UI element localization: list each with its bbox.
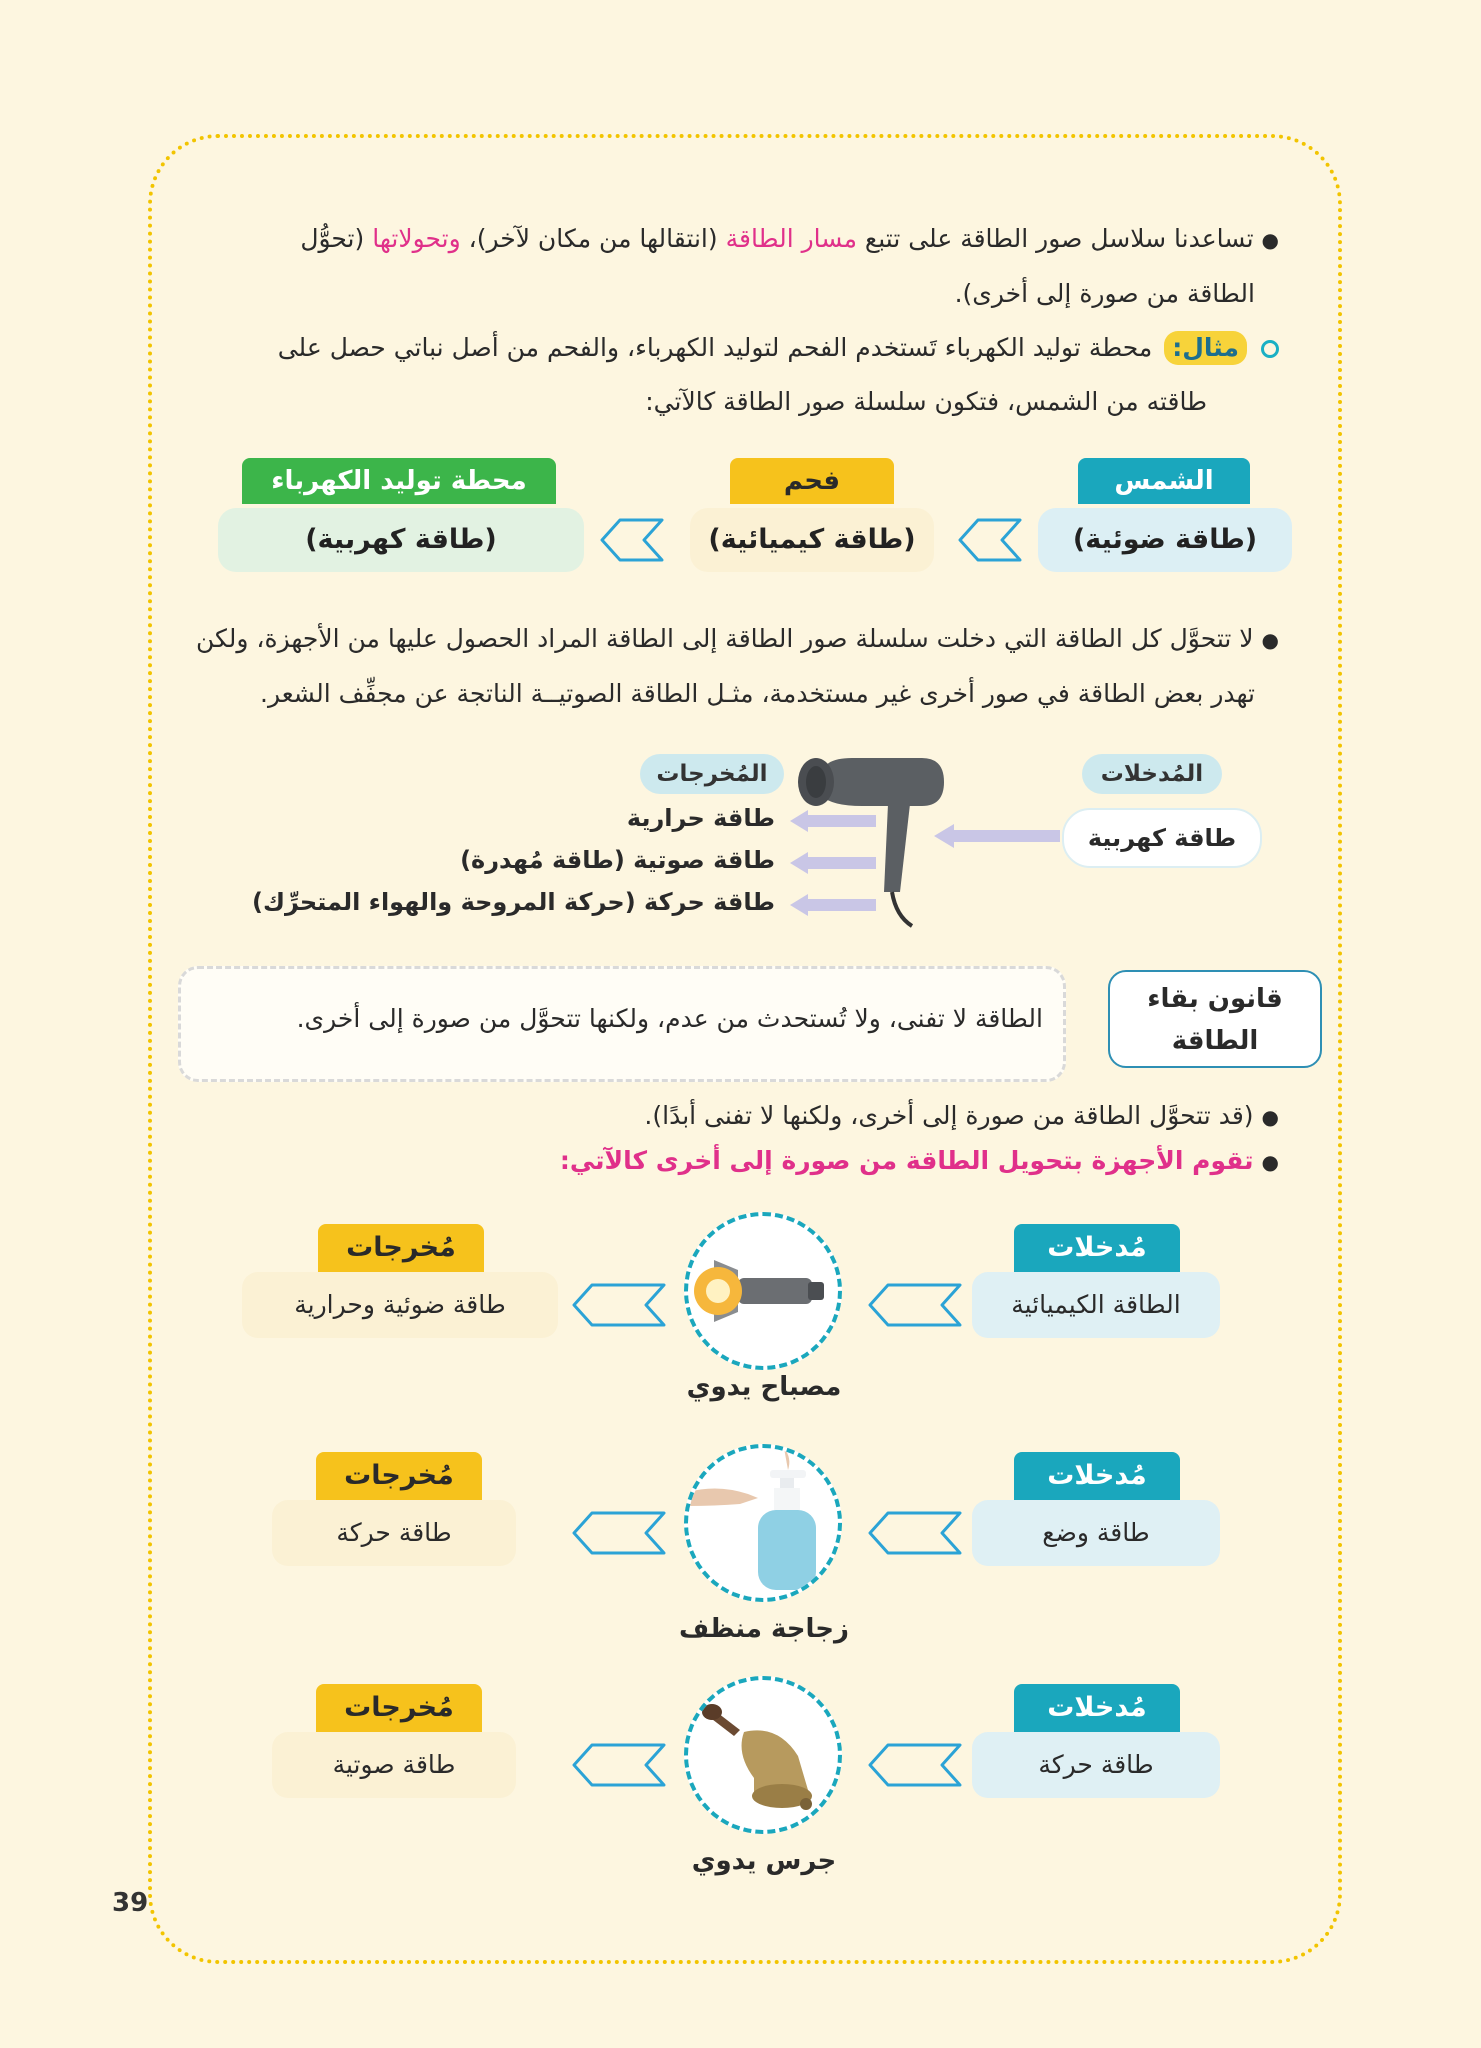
device-2-output-label: مُخرجات bbox=[316, 1452, 482, 1500]
device-1-arrow-icon-out bbox=[570, 1282, 666, 1328]
device-3-arrow-icon-out bbox=[570, 1742, 666, 1788]
dryer-output-1: طاقة حرارية bbox=[626, 804, 775, 832]
device-2-arrow-icon-out bbox=[570, 1510, 666, 1556]
dryer-inputs-label: المُدخلات bbox=[1082, 754, 1222, 794]
flashlight-icon bbox=[688, 1216, 838, 1366]
note-line-1: ●(قد تتحوَّل الطاقة من صورة إلى أخرى، ولكنها لا تفنى أبدًا). bbox=[644, 1101, 1279, 1130]
device-1-input-label: مُدخلات bbox=[1014, 1224, 1180, 1272]
device-1-input: الطاقة الكيميائية bbox=[972, 1272, 1220, 1338]
device-3-name: جرس يدوي bbox=[691, 1846, 837, 1876]
dryer-input-box: طاقة كهربية bbox=[1062, 808, 1262, 868]
notes bbox=[279, 1094, 1279, 1184]
device-3-output-label: مُخرجات bbox=[316, 1684, 482, 1732]
device-1-output: طاقة ضوئية وحرارية bbox=[242, 1272, 558, 1338]
energy-transformations-term: وتحولاتها bbox=[372, 224, 461, 253]
device-2-input-label: مُدخلات bbox=[1014, 1452, 1180, 1500]
device-1-circle bbox=[684, 1212, 842, 1370]
intro-paragraph bbox=[199, 212, 1279, 429]
law-statement-text: الطاقة لا تفنى، ولا تُستحدث من عدم، ولكنها تتحوَّل من صورة إلى أخرى. bbox=[296, 1004, 1043, 1033]
example-line-2: طاقته من الشمس، فتكون سلسلة صور الطاقة كالآتي: bbox=[645, 387, 1207, 416]
chain-arrow-icon-1 bbox=[956, 516, 1022, 564]
example-tag: مثال: bbox=[1164, 331, 1247, 365]
page-number: 39 bbox=[112, 1888, 149, 1918]
chain-arrow-icon-2 bbox=[598, 516, 664, 564]
dryer-outputs-label: المُخرجات bbox=[640, 754, 784, 794]
device-2-output: طاقة حركة bbox=[272, 1500, 516, 1566]
device-2-circle bbox=[684, 1444, 842, 1602]
note-line-2: ●تقوم الأجهزة بتحويل الطاقة من صورة إلى أخرى كالآتي: bbox=[559, 1146, 1279, 1175]
device-1-name: مصباح يدوي bbox=[686, 1372, 842, 1402]
intro-line-2: الطاقة من صورة إلى أخرى). bbox=[954, 279, 1255, 308]
intro-line-1: ●تساعدنا سلاسل صور الطاقة على تتبع مسار الطاقة (انتقالها من مكان لآخر)، وتحولاتها (تحوُّل bbox=[300, 224, 1279, 253]
energy-path-term: مسار الطاقة bbox=[725, 224, 857, 253]
device-2-arrow-icon-in bbox=[866, 1510, 962, 1556]
dryer-output-arrow-icon-1 bbox=[788, 810, 878, 832]
device-2-input: طاقة وضع bbox=[972, 1500, 1220, 1566]
dryer-output-3: طاقة حركة (حركة المروحة والهواء المتحرِّك) bbox=[252, 888, 775, 916]
law-title: قانون بقاء الطاقة bbox=[1108, 970, 1322, 1068]
waste-paragraph bbox=[179, 612, 1279, 721]
chain-title-coal: فحم bbox=[730, 458, 894, 504]
dryer-output-2: طاقة صوتية (طاقة مُهدرة) bbox=[460, 846, 775, 874]
chain-title-sun: الشمس bbox=[1078, 458, 1250, 504]
device-1-arrow-icon-in bbox=[866, 1282, 962, 1328]
chain-box-sun: (طاقة ضوئية) bbox=[1038, 508, 1292, 572]
chain-box-coal: (طاقة كيميائية) bbox=[690, 508, 934, 572]
chain-box-power-station: (طاقة كهربية) bbox=[218, 508, 584, 572]
device-3-arrow-icon-in bbox=[866, 1742, 962, 1788]
chain-title-power-station: محطة توليد الكهرباء bbox=[242, 458, 556, 504]
example-line-1: مثال: محطة توليد الكهرباء تَستخدم الفحم لتوليد الكهرباء، والفحم من أصل نباتي حصل على bbox=[199, 321, 1279, 375]
waste-line-1: ●لا تتحوَّل كل الطاقة التي دخلت سلسلة صور الطاقة إلى الطاقة المراد الحصول عليها من الأجهزة، ولكن bbox=[195, 624, 1279, 653]
device-3-output: طاقة صوتية bbox=[272, 1732, 516, 1798]
waste-line-2: تهدر بعض الطاقة في صور أخرى غير مستخدمة، مثـل الطاقة الصوتيــة الناتجة عن مجفِّف الشعر. bbox=[260, 679, 1255, 708]
hand-bell-icon bbox=[688, 1680, 838, 1830]
dryer-output-arrow-icon-3 bbox=[788, 894, 878, 916]
dryer-input-arrow-icon bbox=[932, 824, 1062, 848]
device-3-input-label: مُدخلات bbox=[1014, 1684, 1180, 1732]
device-1-output-label: مُخرجات bbox=[318, 1224, 484, 1272]
ring-bullet-icon bbox=[1261, 340, 1279, 358]
device-3-input: طاقة حركة bbox=[972, 1732, 1220, 1798]
dryer-output-arrow-icon-2 bbox=[788, 852, 878, 874]
device-3-circle bbox=[684, 1676, 842, 1834]
soap-bottle-icon bbox=[688, 1448, 838, 1598]
device-2-name: زجاجة منظف bbox=[678, 1614, 850, 1644]
